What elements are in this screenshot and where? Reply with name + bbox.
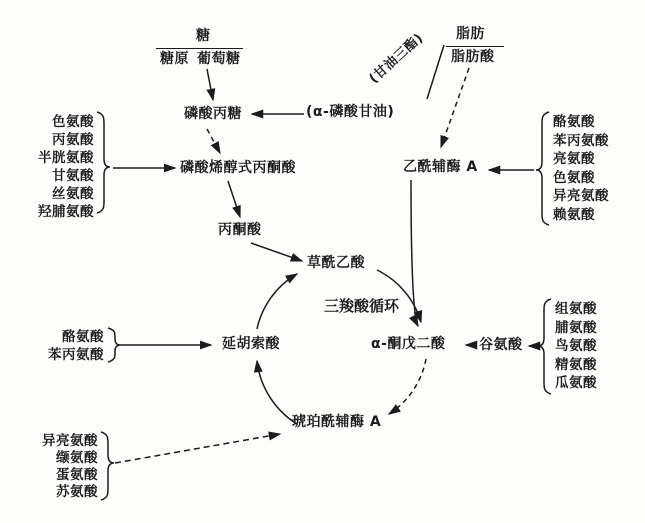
amino-item: 组氨酸 [555, 301, 597, 317]
amino-item: 亮氨酸 [553, 151, 595, 167]
brace-acetyl-right [536, 112, 549, 225]
amino-item: 半胱氨酸 [38, 150, 94, 166]
amino-item: 色氨酸 [52, 114, 94, 130]
amino-item: 异亮氨酸 [42, 433, 98, 449]
amino-item: 缬氨酸 [56, 450, 98, 466]
brace-succinyl-left [101, 432, 114, 500]
node-phosphotriose: 磷酸丙糖 [184, 106, 242, 122]
arrow-glucose-to-phosphotriose [207, 69, 213, 100]
amino-item: 甘氨酸 [52, 168, 94, 184]
amino-group-pep [20, 113, 94, 221]
brace-fumarate-left [108, 328, 120, 362]
amino-item: 色氨酸 [553, 169, 595, 186]
amino-item: 脯氨酸 [555, 319, 597, 336]
amino-group-succinyl [30, 433, 98, 501]
arrow-phosphotriose-to-pep [207, 129, 220, 153]
amino-item: 丝氨酸 [52, 186, 94, 202]
node-sugar: 糖 [196, 28, 211, 44]
node-succinyl-coa: 琥珀酰辅酶 A [292, 414, 382, 430]
amino-item: 苯丙氨酸 [48, 346, 104, 363]
fat-fraction-line [446, 46, 504, 47]
node-pyruvate: 丙酮酸 [218, 222, 262, 238]
amino-item: 丙氨酸 [52, 132, 94, 148]
arrow-fattyacid-to-acetylcoa [441, 68, 469, 147]
node-alpha-glycerophosphate: (α-磷酸甘油) [306, 104, 395, 120]
node-pep: 磷酸烯醇式丙酮酸 [180, 160, 296, 176]
node-oxaloacetate: 草酰乙酸 [307, 255, 365, 271]
amino-item: 蛋氨酸 [56, 467, 98, 483]
line-triglyceride-split [427, 45, 444, 99]
arrow-pep-to-pyruvate [228, 181, 240, 217]
amino-item: 苏氨酸 [56, 484, 98, 500]
amino-item: 鸟氨酸 [555, 338, 597, 354]
amino-item: 羟脯氨酸 [38, 204, 94, 220]
node-fatty-acid: 脂肪酸 [451, 49, 495, 65]
amino-group-fumarate [30, 329, 104, 364]
node-glucose: 葡萄糖 [197, 51, 241, 67]
node-fat: 脂肪 [456, 26, 485, 42]
node-glutamate: 谷氨酸 [479, 337, 523, 353]
amino-item: 酪氨酸 [62, 329, 104, 345]
amino-item: 瓜氨酸 [555, 375, 597, 391]
amino-group-glutamate [555, 300, 597, 393]
arc-succinylcoa-to-fumarate [257, 361, 297, 424]
arrow-acetylcoa-to-ketoglutarate [411, 180, 418, 326]
amino-item: 异亮氨酸 [553, 188, 609, 204]
arrow-group-to-succinylcoa [115, 434, 280, 463]
arc-ketoglutarate-to-succinylcoa [389, 359, 426, 414]
amino-item: 酪氨酸 [553, 114, 595, 130]
node-acetyl-coa: 乙酰辅酶 A [403, 159, 478, 175]
amino-item: 苯丙氨酸 [553, 132, 609, 149]
node-fumarate: 延胡索酸 [222, 336, 280, 352]
amino-item: 赖氨酸 [553, 206, 595, 223]
amino-item: 精氨酸 [555, 356, 597, 373]
node-glycogen: 糖原 [160, 51, 189, 67]
sugar-fraction-line [156, 48, 243, 49]
arrow-pyruvate-to-oxaloacetate [251, 243, 302, 261]
node-triglyceride: (甘油三酯) [366, 30, 427, 87]
node-tca-cycle: 三羧酸循环 [324, 297, 400, 315]
node-alpha-ketoglutarate: α-酮戊二酸 [371, 336, 446, 352]
amino-group-acetyl [553, 113, 609, 224]
brace-glutamate-right [538, 299, 551, 394]
arc-fumarate-to-oxaloacetate [257, 274, 297, 329]
brace-pep-left [97, 112, 110, 213]
